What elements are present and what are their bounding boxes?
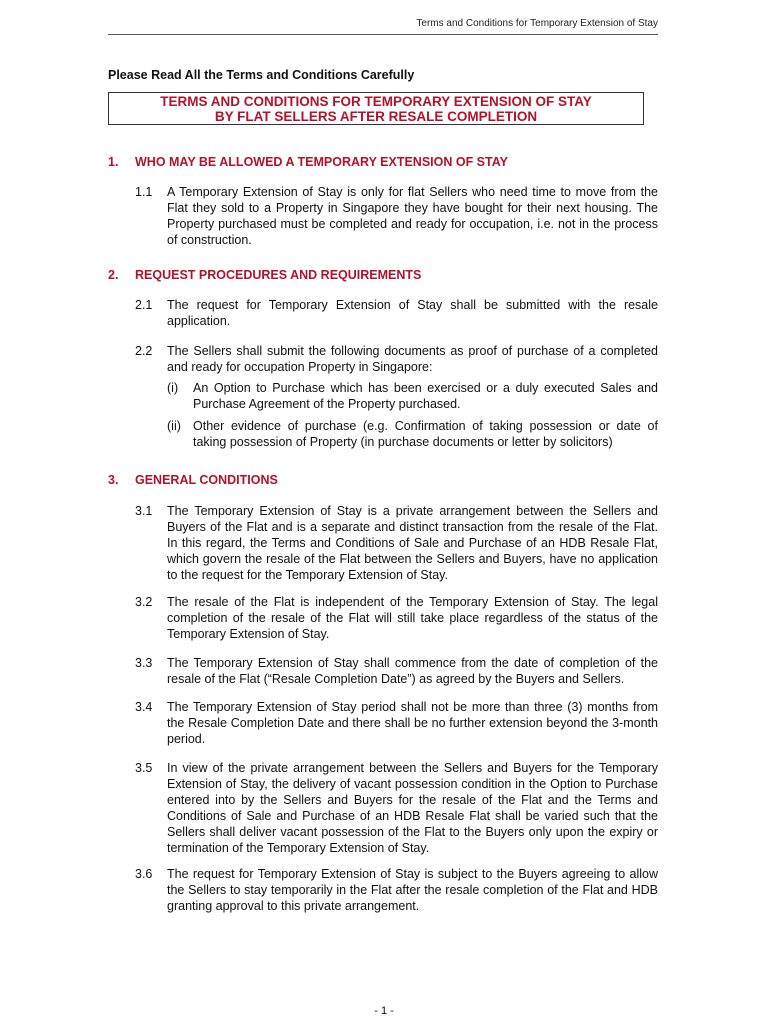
clause-number: 3.6	[135, 867, 153, 881]
clause-number: 2.1	[135, 298, 153, 312]
clause-text: A Temporary Extension of Stay is only for flat Sellers who need time to move from the Flat they sold to a Property in Singapore they have bought for their next housing. The Property purchased must be completed and ready for occupation, i.e. not in the process of construction.	[167, 185, 658, 247]
document-title-line-1: TERMS AND CONDITIONS FOR TEMPORARY EXTENSION OF STAY	[160, 94, 592, 109]
clause-text: The request for Temporary Extension of Stay is subject to the Buyers agreeing to allow the Sellers to stay temporarily in the Flat after the resale completion of the Flat and HDB granting approval to this private arrangement.	[167, 867, 658, 913]
clause-2-1	[135, 297, 658, 329]
section-number: 2.	[108, 268, 119, 282]
header-rule	[108, 34, 658, 35]
intro-heading: Please Read All the Terms and Conditions Carefully	[108, 68, 415, 82]
clause-3-3	[135, 655, 658, 687]
clause-number: 3.3	[135, 656, 153, 670]
section-number: 1.	[108, 155, 119, 169]
clause-3-5	[135, 760, 658, 856]
clause-1-1	[135, 184, 658, 248]
clause-text: The resale of the Flat is independent of the Temporary Extension of Stay. The legal completion of the resale of the Flat will still take place regardless of the status of the Temporary Extension of Stay.	[167, 595, 658, 641]
clause-text: The request for Temporary Extension of Stay shall be submitted with the resale application.	[167, 298, 658, 328]
clause-text: The Temporary Extension of Stay period shall not be more than three (3) months from the Resale Completion Date and there shall be no further extension beyond the 3-month period.	[167, 700, 658, 746]
section-3-heading	[108, 473, 278, 487]
item-text: An Option to Purchase which has been exercised or a duly executed Sales and Purchase Agreement of the Property purchased.	[193, 381, 658, 411]
document-title-box	[108, 92, 644, 125]
clause-number: 3.2	[135, 595, 153, 609]
section-title: REQUEST PROCEDURES AND REQUIREMENTS	[135, 268, 422, 282]
clause-2-2	[135, 343, 658, 375]
section-2-heading	[108, 268, 421, 282]
running-header: Terms and Conditions for Temporary Extension of Stay	[416, 18, 658, 29]
clause-3-4	[135, 699, 658, 747]
item-number: (i)	[167, 381, 179, 395]
clause-number: 2.2	[135, 344, 153, 358]
clause-3-1	[135, 503, 658, 583]
clause-2-2-item-i	[167, 380, 658, 412]
item-text: Other evidence of purchase (e.g. Confirmation of taking possession or date of taking possession of Property (in purchase documents or letter by solicitors)	[193, 419, 658, 449]
clause-text: The Temporary Extension of Stay is a private arrangement between the Sellers and Buyers of the Flat and is a separate and distinct transaction from the resale of the Flat. In this regard, the Terms and Conditions of Sale and Purchase of an HDB Resale Flat, which govern the resale of the Flat between the Sellers and Buyers, have no application to the request for the Temporary Extension of Stay.	[167, 504, 658, 582]
clause-number: 3.1	[135, 504, 153, 518]
clause-3-6	[135, 866, 658, 914]
clause-text: The Sellers shall submit the following documents as proof of purchase of a completed and ready for occupation Property in Singapore:	[167, 344, 658, 374]
section-title: GENERAL CONDITIONS	[135, 473, 278, 487]
clause-2-2-item-ii	[167, 418, 658, 450]
clause-text: In view of the private arrangement between the Sellers and Buyers for the Temporary Extension of Stay, the delivery of vacant possession condition in the Option to Purchase entered into by the Sellers and Buyers for the resale of the Flat and the Terms and Conditions of Sale and Purchase of an HDB Resale Flat shall be varied such that the Sellers shall deliver vacant possession of the Flat to the Buyers only upon the expiry or termination of the Temporary Extension of Stay.	[167, 761, 658, 855]
clause-number: 3.4	[135, 700, 153, 714]
section-title: WHO MAY BE ALLOWED A TEMPORARY EXTENSION OF STAY	[135, 155, 508, 169]
section-number: 3.	[108, 473, 119, 487]
page-number: - 1 -	[374, 1005, 394, 1017]
clause-number: 1.1	[135, 185, 153, 199]
clause-3-2	[135, 594, 658, 642]
item-number: (ii)	[167, 419, 181, 433]
document-title-line-2: BY FLAT SELLERS AFTER RESALE COMPLETION	[214, 109, 538, 124]
clause-text: The Temporary Extension of Stay shall commence from the date of completion of the resale of the Flat (“Resale Completion Date”) as agreed by the Buyers and Sellers.	[167, 656, 658, 686]
clause-number: 3.5	[135, 761, 153, 775]
section-1-heading	[108, 155, 508, 169]
